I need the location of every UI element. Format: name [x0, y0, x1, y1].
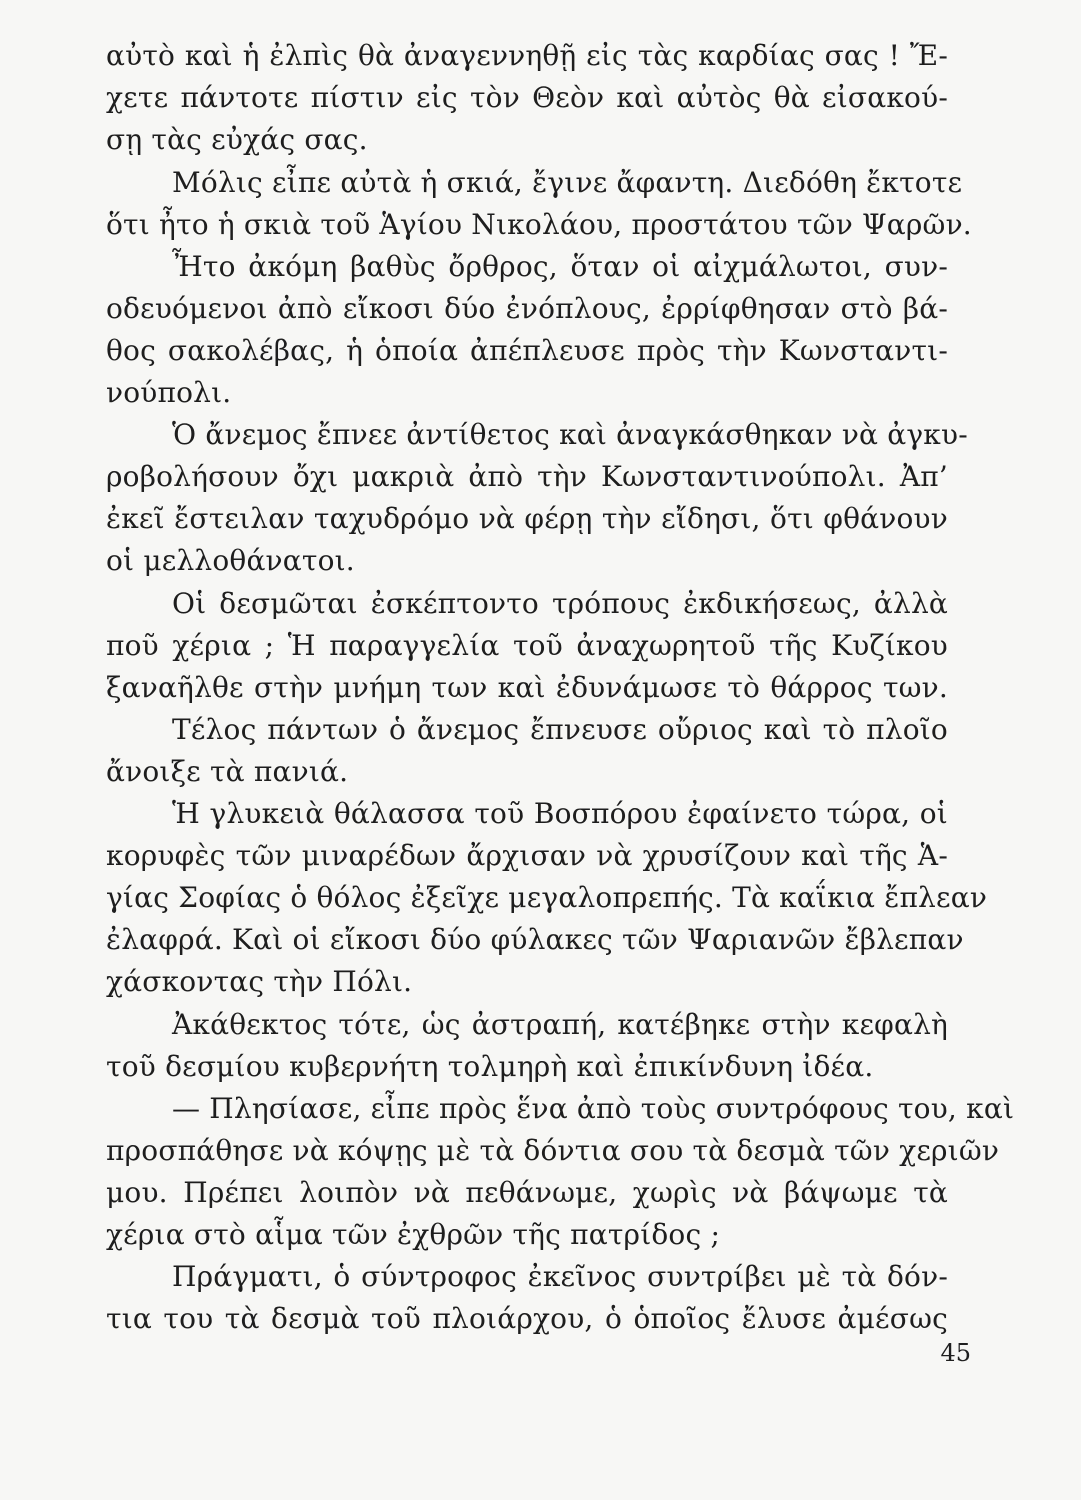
- text-line: χετε πάντοτε πίστιν εἰς τὸν Θεὸν καὶ αὐτὸς θὰ εἰσακού-: [106, 81, 948, 114]
- text-line: τια του τὰ δεσμὰ τοῦ πλοιάρχου, ὁ ὁποῖος ἔλυσε ἀμέσως: [106, 1302, 948, 1335]
- text-line: ἄνοιξε τὰ πανιά.: [106, 755, 349, 788]
- text-line: σῃ τὰς εὐχάς σας.: [106, 123, 368, 156]
- text-line: τοῦ δεσμίου κυβερνήτη τολμηρὴ καὶ ἐπικίνδυνη ἰδέα.: [106, 1050, 874, 1083]
- text-line: ξαναῆλθε στὴν μνήμη των καὶ ἐδυνάμωσε τὸ θάρρος των.: [106, 671, 948, 704]
- text-line: οἱ μελλοθάνατοι.: [106, 544, 355, 577]
- text-line: Ὁ ἄνεμος ἔπνεε ἀντίθετος καὶ ἀναγκάσθηκαν νὰ ἀγκυ-: [172, 418, 968, 451]
- text-line: Πράγματι, ὁ σύντροφος ἐκεῖνος συντρίβει μὲ τὰ δόν-: [172, 1260, 948, 1293]
- text-line: χέρια στὸ αἷμα τῶν ἐχθρῶν τῆς πατρίδος ;: [106, 1218, 721, 1251]
- text-line: γίας Σοφίας ὁ θόλος ἐξεῖχε μεγαλοπρεπής. Τὰ καΐκια ἔπλεαν: [106, 881, 988, 914]
- text-line: ἐλαφρά. Καὶ οἱ εἴκοσι δύο φύλακες τῶν Ψαριανῶν ἔβλεπαν: [106, 923, 964, 956]
- text-line: προσπάθησε νὰ κόψῃς μὲ τὰ δόντια σου τὰ δεσμὰ τῶν χεριῶν: [106, 1134, 1000, 1167]
- text-line: Ἡ γλυκειὰ θάλασσα τοῦ Βοσπόρου ἐφαίνετο τώρα, οἱ: [172, 797, 948, 830]
- text-line: θος σακολέβας, ἡ ὁποία ἀπέπλευσε πρὸς τὴν Κωνσταντι-: [106, 334, 948, 367]
- text-line: μου. Πρέπει λοιπὸν νὰ πεθάνωμε, χωρὶς νὰ βάψωμε τὰ: [106, 1176, 948, 1209]
- text-line: νούπολι.: [106, 376, 232, 409]
- text-line: ποῦ χέρια ; Ἡ παραγγελία τοῦ ἀναχωρητοῦ τῆς Κυζίκου: [106, 629, 948, 662]
- text-line: οδευόμενοι ἀπὸ εἴκοσι δύο ἐνόπλους, ἐρρίφθησαν στὸ βά-: [106, 292, 948, 325]
- text-line: Οἱ δεσμῶται ἐσκέπτοντο τρόπους ἐκδικήσεως, ἀλλὰ: [172, 587, 948, 620]
- text-line: Τέλος πάντων ὁ ἄνεμος ἔπνευσε οὔριος καὶ τὸ πλοῖο: [172, 713, 948, 746]
- text-line: ροβολήσουν ὄχι μακριὰ ἀπὸ τὴν Κωνσταντινούπολι. Ἀπ’: [106, 460, 948, 493]
- text-line: χάσκοντας τὴν Πόλι.: [106, 965, 413, 998]
- text-line: — Πλησίασε, εἶπε πρὸς ἕνα ἀπὸ τοὺς συντρόφους του, καὶ: [172, 1092, 1015, 1125]
- text-line: κορυφὲς τῶν μιναρέδων ἄρχισαν νὰ χρυσίζουν καὶ τῆς Ἁ-: [106, 839, 948, 872]
- text-line: Ἦτο ἀκόμη βαθὺς ὄρθρος, ὅταν οἱ αἰχμάλωτοι, συν-: [172, 250, 948, 283]
- text-line: ἐκεῖ ἔστειλαν ταχυδρόμο νὰ φέρῃ τὴν εἴδησι, ὅτι φθάνουν: [106, 502, 948, 535]
- text-line: αὐτὸ καὶ ἡ ἐλπὶς θὰ ἀναγεννηθῇ εἰς τὰς καρδίας σας ! Ἔ-: [106, 39, 948, 72]
- text-line: Μόλις εἶπε αὐτὰ ἡ σκιά, ἔγινε ἄφαντη. Διεδόθη ἔκτοτε: [172, 166, 963, 199]
- page-number: 45: [940, 1339, 971, 1367]
- text-line: Ἀκάθεκτος τότε, ὡς ἀστραπή, κατέβηκε στὴν κεφαλὴ: [172, 1008, 948, 1041]
- text-line: ὅτι ἦτο ἡ σκιὰ τοῦ Ἁγίου Νικολάου, προστάτου τῶν Ψαρῶν.: [106, 208, 972, 241]
